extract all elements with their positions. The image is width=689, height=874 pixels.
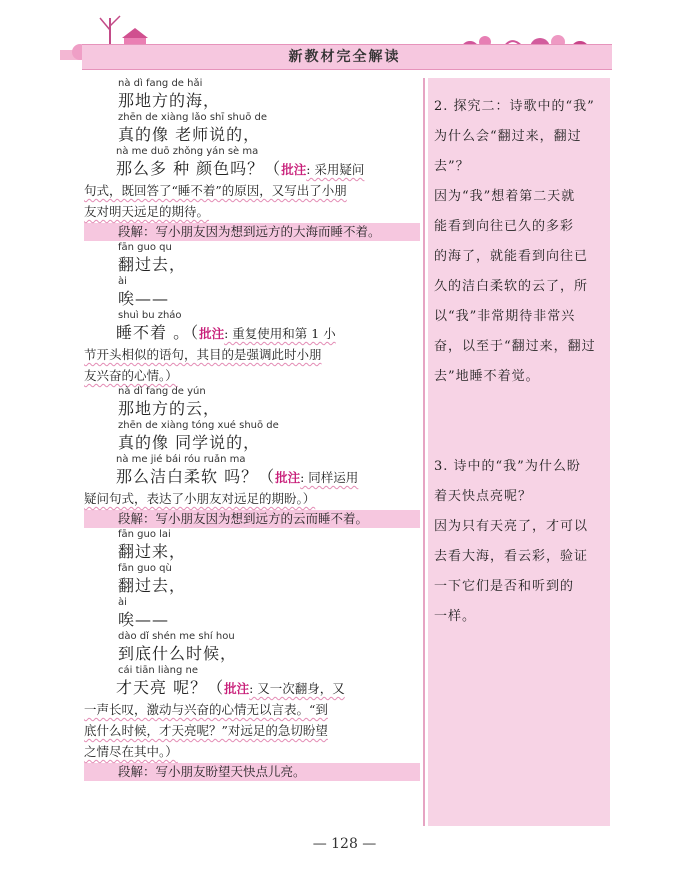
answer-line: 一下它们是否和听到的	[434, 579, 575, 594]
annotation-text: 一声长叹，激动与兴奋的心情无以言表。“到	[84, 702, 328, 717]
pinyin-line: ài	[118, 276, 127, 287]
pinyin-line: ài	[118, 597, 127, 608]
answer-line: 的海了，就能看到向往已	[434, 249, 589, 264]
pinyin-line: nà me duō zhǒng yán sè ma	[116, 146, 259, 157]
page-header	[0, 0, 689, 80]
answer-line: 去”地睡不着觉。	[434, 369, 540, 384]
annotation-text: : 重复使用和第 1 小	[224, 326, 336, 341]
annotation-label: 批注	[275, 470, 301, 485]
pinyin-line: cái tiān liàng ne	[118, 665, 198, 676]
page-number: — 128 —	[312, 836, 377, 852]
poem-line: 唉——	[118, 289, 170, 308]
answer-line: 一样。	[434, 609, 477, 624]
pinyin-line: nà me jié bái róu ruǎn ma	[116, 454, 246, 465]
paragraph-summary: 段解：写小朋友盼望天快点儿亮。	[84, 763, 420, 781]
annotation-text: 友对明天远足的期待。	[84, 204, 210, 219]
poem-line: 真的像 老师说的，	[118, 125, 261, 144]
poem-line: 真的像 同学说的，	[118, 433, 261, 452]
question-line: 为什么会“翻过来，翻过	[434, 129, 582, 144]
poem-line: 翻过来，	[118, 542, 187, 561]
poem-line: 那地方的云，	[118, 399, 221, 418]
annotation-label: 批注	[224, 681, 250, 696]
poem-line: 翻过去，	[118, 576, 187, 595]
question-sidebar	[428, 78, 610, 826]
poem-line: 那么多 种 颜色吗？（	[116, 159, 282, 178]
question-block	[428, 78, 610, 632]
poem-line: 才天亮 呢？（	[116, 678, 225, 697]
annotation-text: 疑问句式，表达了小朋友对远足的期盼。）	[84, 491, 316, 506]
answer-line: 奋，以至于“翻过来，翻过	[434, 339, 596, 354]
answer-line: 久的洁白柔软的云了，所	[434, 279, 589, 294]
question-line: 着天快点亮呢？	[434, 489, 533, 504]
poem-line: 翻过去，	[118, 255, 187, 274]
header-title: 新教材完全解读	[288, 49, 401, 65]
annotation-label: 批注	[281, 162, 307, 177]
question-line: 3. 诗中的“我”为什么盼	[434, 459, 581, 474]
poem-column	[84, 78, 420, 782]
annotation-text: : 采用疑问	[306, 162, 365, 177]
answer-line: 去看大海，看云彩，验证	[434, 549, 589, 564]
annotation-text: 底什么时候，才天亮呢？”对远足的急切盼望	[84, 723, 328, 738]
poem-line: 到底什么时候，	[118, 644, 238, 663]
annotation-text: 之情尽在其中。）	[84, 744, 178, 759]
annotation-text: 句式，既回答了“睡不着”的原因，又写出了小朋	[84, 183, 347, 198]
answer-line: 能看到向往已久的多彩	[434, 219, 575, 234]
annotation-text: : 同样运用	[300, 470, 359, 485]
answer-line: 因为“我”想着第二天就	[434, 189, 576, 204]
pinyin-line: nà dì fang de yún	[118, 386, 206, 397]
paragraph-summary: 段解：写小朋友因为想到远方的大海而睡不着。	[84, 223, 420, 241]
pinyin-line: shuì bu zháo	[118, 310, 182, 321]
annotation-text: 节开头相似的语句，其目的是强调此时小朋	[84, 347, 322, 362]
poem-line: 唉——	[118, 610, 170, 629]
pinyin-line: fān guo qu	[118, 242, 172, 253]
pinyin-line: fān guo qù	[118, 563, 172, 574]
question-line: 去”？	[434, 159, 470, 174]
pinyin-line: zhēn de xiàng tóng xué shuō de	[118, 420, 279, 431]
pinyin-line: fān guo lai	[118, 529, 171, 540]
pinyin-line: dào dǐ shén me shí hou	[118, 631, 235, 642]
poem-line: 那地方的海，	[118, 91, 221, 110]
poem-line: 睡不着 。（	[116, 323, 200, 342]
paragraph-summary: 段解：写小朋友因为想到远方的云而睡不着。	[84, 510, 420, 528]
annotation-3	[84, 466, 420, 509]
annotation-label: 批注	[199, 326, 225, 341]
answer-line: 以“我”非常期待非常兴	[434, 309, 576, 324]
poem-line: 那么洁白柔软 吗？（	[116, 467, 276, 486]
annotation-4	[84, 677, 420, 762]
annotation-text: : 又一次翻身，又	[249, 681, 345, 696]
annotation-2	[84, 322, 420, 386]
column-divider	[423, 78, 425, 826]
pinyin-line: nà dì fang de hǎi	[118, 78, 203, 89]
pinyin-line: zhēn de xiàng lǎo shī shuō de	[118, 112, 268, 123]
question-line: 2. 探究二：诗歌中的“我”	[434, 99, 595, 114]
answer-line: 因为只有天亮了，才可以	[434, 519, 589, 534]
annotation-text: 友兴奋的心情。）	[84, 368, 178, 383]
annotation-1	[84, 158, 420, 222]
